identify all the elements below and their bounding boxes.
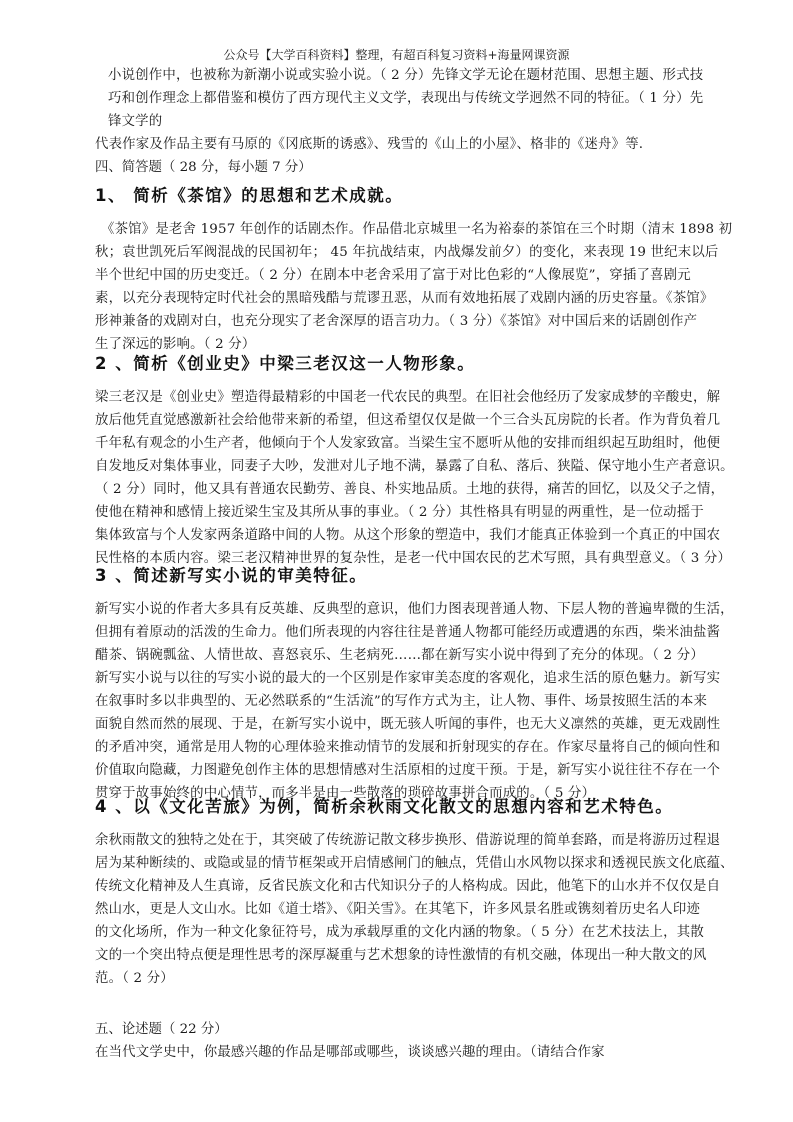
question-4 [95,795,745,990]
text-line: 醋茶、锅碗瓢盆、人情世故、喜怒哀乐、生老病死……都在新写实小说中得到了充分的体现。（ 2 分） [95,648,704,663]
text-line: 贯穿于故事始终的中心情节，而多半是由一些散落的琐碎故事拼合而成的。（ 5 分） [95,786,596,801]
section-title: 五、论述题（ 22 分） [95,1022,228,1037]
question-heading: 1、 简析《茶馆》的思想和艺术成就。 [95,186,404,205]
text-line: 传统文化精神及人生真谛，反省民族文化和古代知识分子的人格构成。因此，他笔下的山水并不仅仅是自 [95,879,721,894]
text-line: 余秋雨散文的独特之处在于，其突破了传统游记散文移步换形、借游说理的简单套路，而是将游历过程退 [95,833,721,848]
text-line: 新写实小说与以往的写实小说的最大的一个区别是作家审美态度的客观化，追求生活的原色魅力。新写实 [95,671,721,686]
text-line: 锋文学的 [108,114,163,129]
text-line: 使他在精神和感情上接近梁生宝及其所从事的事业。（ 2 分）其性格具有明显的两重性，是一位动摇于 [95,505,704,520]
answer-paragraph [95,218,745,356]
text-line: 的矛盾冲突，通常是用人物的心理体验来推动情节的发展和折射现实的存在。作家尽量将自己的倾向性和 [95,740,721,755]
page-header-note: 公众号【大学百科资料】整理，有超百科复习资料+海量网课资源 [223,48,570,62]
text-line: 秋；袁世凯死后军阀混战的民国初年； 45 年抗战结束，内战爆发前夕）的变化，来表现 19 世纪末以后 [95,245,719,260]
text-line: 文的一个突出特点便是理性思考的深厚凝重与艺术想象的诗性激情的有机交融，体现出一种大散文的风 [95,948,707,963]
answer-paragraph [95,829,745,990]
text-line: 的文化场所，作为一种文化象征符号，成为承载厚重的文化内涵的物象。（ 5 分）在艺术技法上，其散 [95,925,704,940]
section-title: 四、简答题（ 28 分，每小题 7 分） [95,160,312,175]
question-heading: 4 、以《文化苦旅》为例，简析余秋雨文化散文的思想内容和艺术特色。 [95,797,674,816]
text-line: 居为某种断续的、或隐或显的情节框架或开启情感闸门的触点，凭借山水风物以探求和透视民族文化底蕴、 [95,856,734,871]
question-heading: 3 、简述新写实小说的审美特征。 [95,566,368,585]
text-line: 民性格的本质内容。梁三老汉精神世界的复杂性，是老一代中国农民的艺术写照，具有典型意义。（ 3 分） [95,551,732,566]
text-line: 新写实小说的作者大多具有反英雄、反典型的意识，他们力图表现普通人物、下层人物的普遍卑微的生活， [95,602,734,617]
section-4 [95,156,745,179]
text-line: 生了深远的影响。（ 2 分） [95,337,256,352]
question-2 [95,352,745,570]
answer-paragraph [95,386,745,570]
text-line: 梁三老汉是《创业史》塑造得最精彩的中国老一代农民的典型。在旧社会他经历了发家成梦的辛酸史，解 [95,390,721,405]
text-line: 半个世纪中国的历史变迁。（ 2 分）在剧本中老舍采用了富于对比色彩的“人像展览”，穿插了喜剧元 [95,268,691,283]
question-3 [95,564,745,805]
text-line: 然山水，更是人文山水。比如《道士塔》、《阳关雪》。在其笔下，许多风景名胜或镌刻着历史名人印迹 [95,902,701,917]
text-line: （ 2 分）同时，他又具有普通农民勤劳、善良、朴实地品质。土地的获得，痛苦的回忆，以及父子之情， [95,482,725,497]
text-line: 面貌自然而然的展现、于是，在新写实小说中，既无骇人听闻的事件，也无大义凛然的英雄，更无戏剧性 [95,717,721,732]
answer-paragraph [95,598,745,805]
text-line: 价值取向隐藏，力图避免创作主体的思想情感对生活原相的过度干预。于是，新写实小说往往不存在一个 [95,763,721,778]
text-line: 自发地反对集体事业，同妻子大吵，发泄对儿子地不满，暴露了自私、落后、狭隘、保守地小生产者意识。 [95,459,734,474]
text-line: 代表作家及作品主要有马原的《冈底斯的诱惑》、残雪的《山上的小屋》、格非的《迷舟》等. [95,137,644,152]
text-line: 在当代文学史中，你最感兴趣的作品是哪部或哪些，谈谈感兴趣的理由。（请结合作家 [95,1045,605,1060]
text-line: 千年私有观念的小生产者，他倾向于个人发家致富。当梁生宝不愿听从他的安排而组织起互助组时，他便 [95,436,721,451]
text-line: 形神兼备的戏剧对白，也充分现实了老舍深厚的语言功力。（ 3 分）《茶馆》对中国后来的话剧创作产 [95,314,698,329]
question-heading: 2 、简析《创业史》中梁三老汉这一人物形象。 [95,354,476,373]
text-line: 范。（ 2 分） [95,971,174,986]
section-5 [95,1018,745,1064]
intro-paragraph [95,64,745,156]
text-line: 集体致富与个人发家两条道路中间的人物。从这个形象的塑造中，我们才能真正体验到一个真正的中国农 [95,528,721,543]
text-line: 《茶馆》是老舍 1957 年创作的话剧杰作。作品借北京城里一名为裕泰的茶馆在三个时期（清末 1898 初 [101,222,733,237]
text-line: 但拥有着原动的活泼的生命力。他们所表现的内容往往是普通人物都可能经历或遭遇的东西，柴米油盐酱 [95,625,721,640]
text-line: 素，以充分表现特定时代社会的黑暗残酷与荒谬丑恶，从而有效地拓展了戏剧内涵的历史容量。《茶馆》 [95,291,714,306]
text-line: 巧和创作理念上都借鉴和模仿了西方现代主义文学，表现出与传统文学迥然不同的特征。（ 1 分）先 [108,91,704,106]
question-1 [95,184,745,356]
text-line: 在叙事时多以非典型的、无必然联系的“生活流”的写作方式为主，让人物、事件、场景按照生活的本来 [95,694,708,709]
text-line: 小说创作中，也被称为新潮小说或实验小说。（ 2 分）先锋文学无论在题材范围、思想主题、形式技 [108,68,704,83]
text-line: 放后他凭直觉感激新社会给他带来新的希望，但这希望仅仅是做一个三合头瓦房院的长者。作为背负着几 [95,413,721,428]
